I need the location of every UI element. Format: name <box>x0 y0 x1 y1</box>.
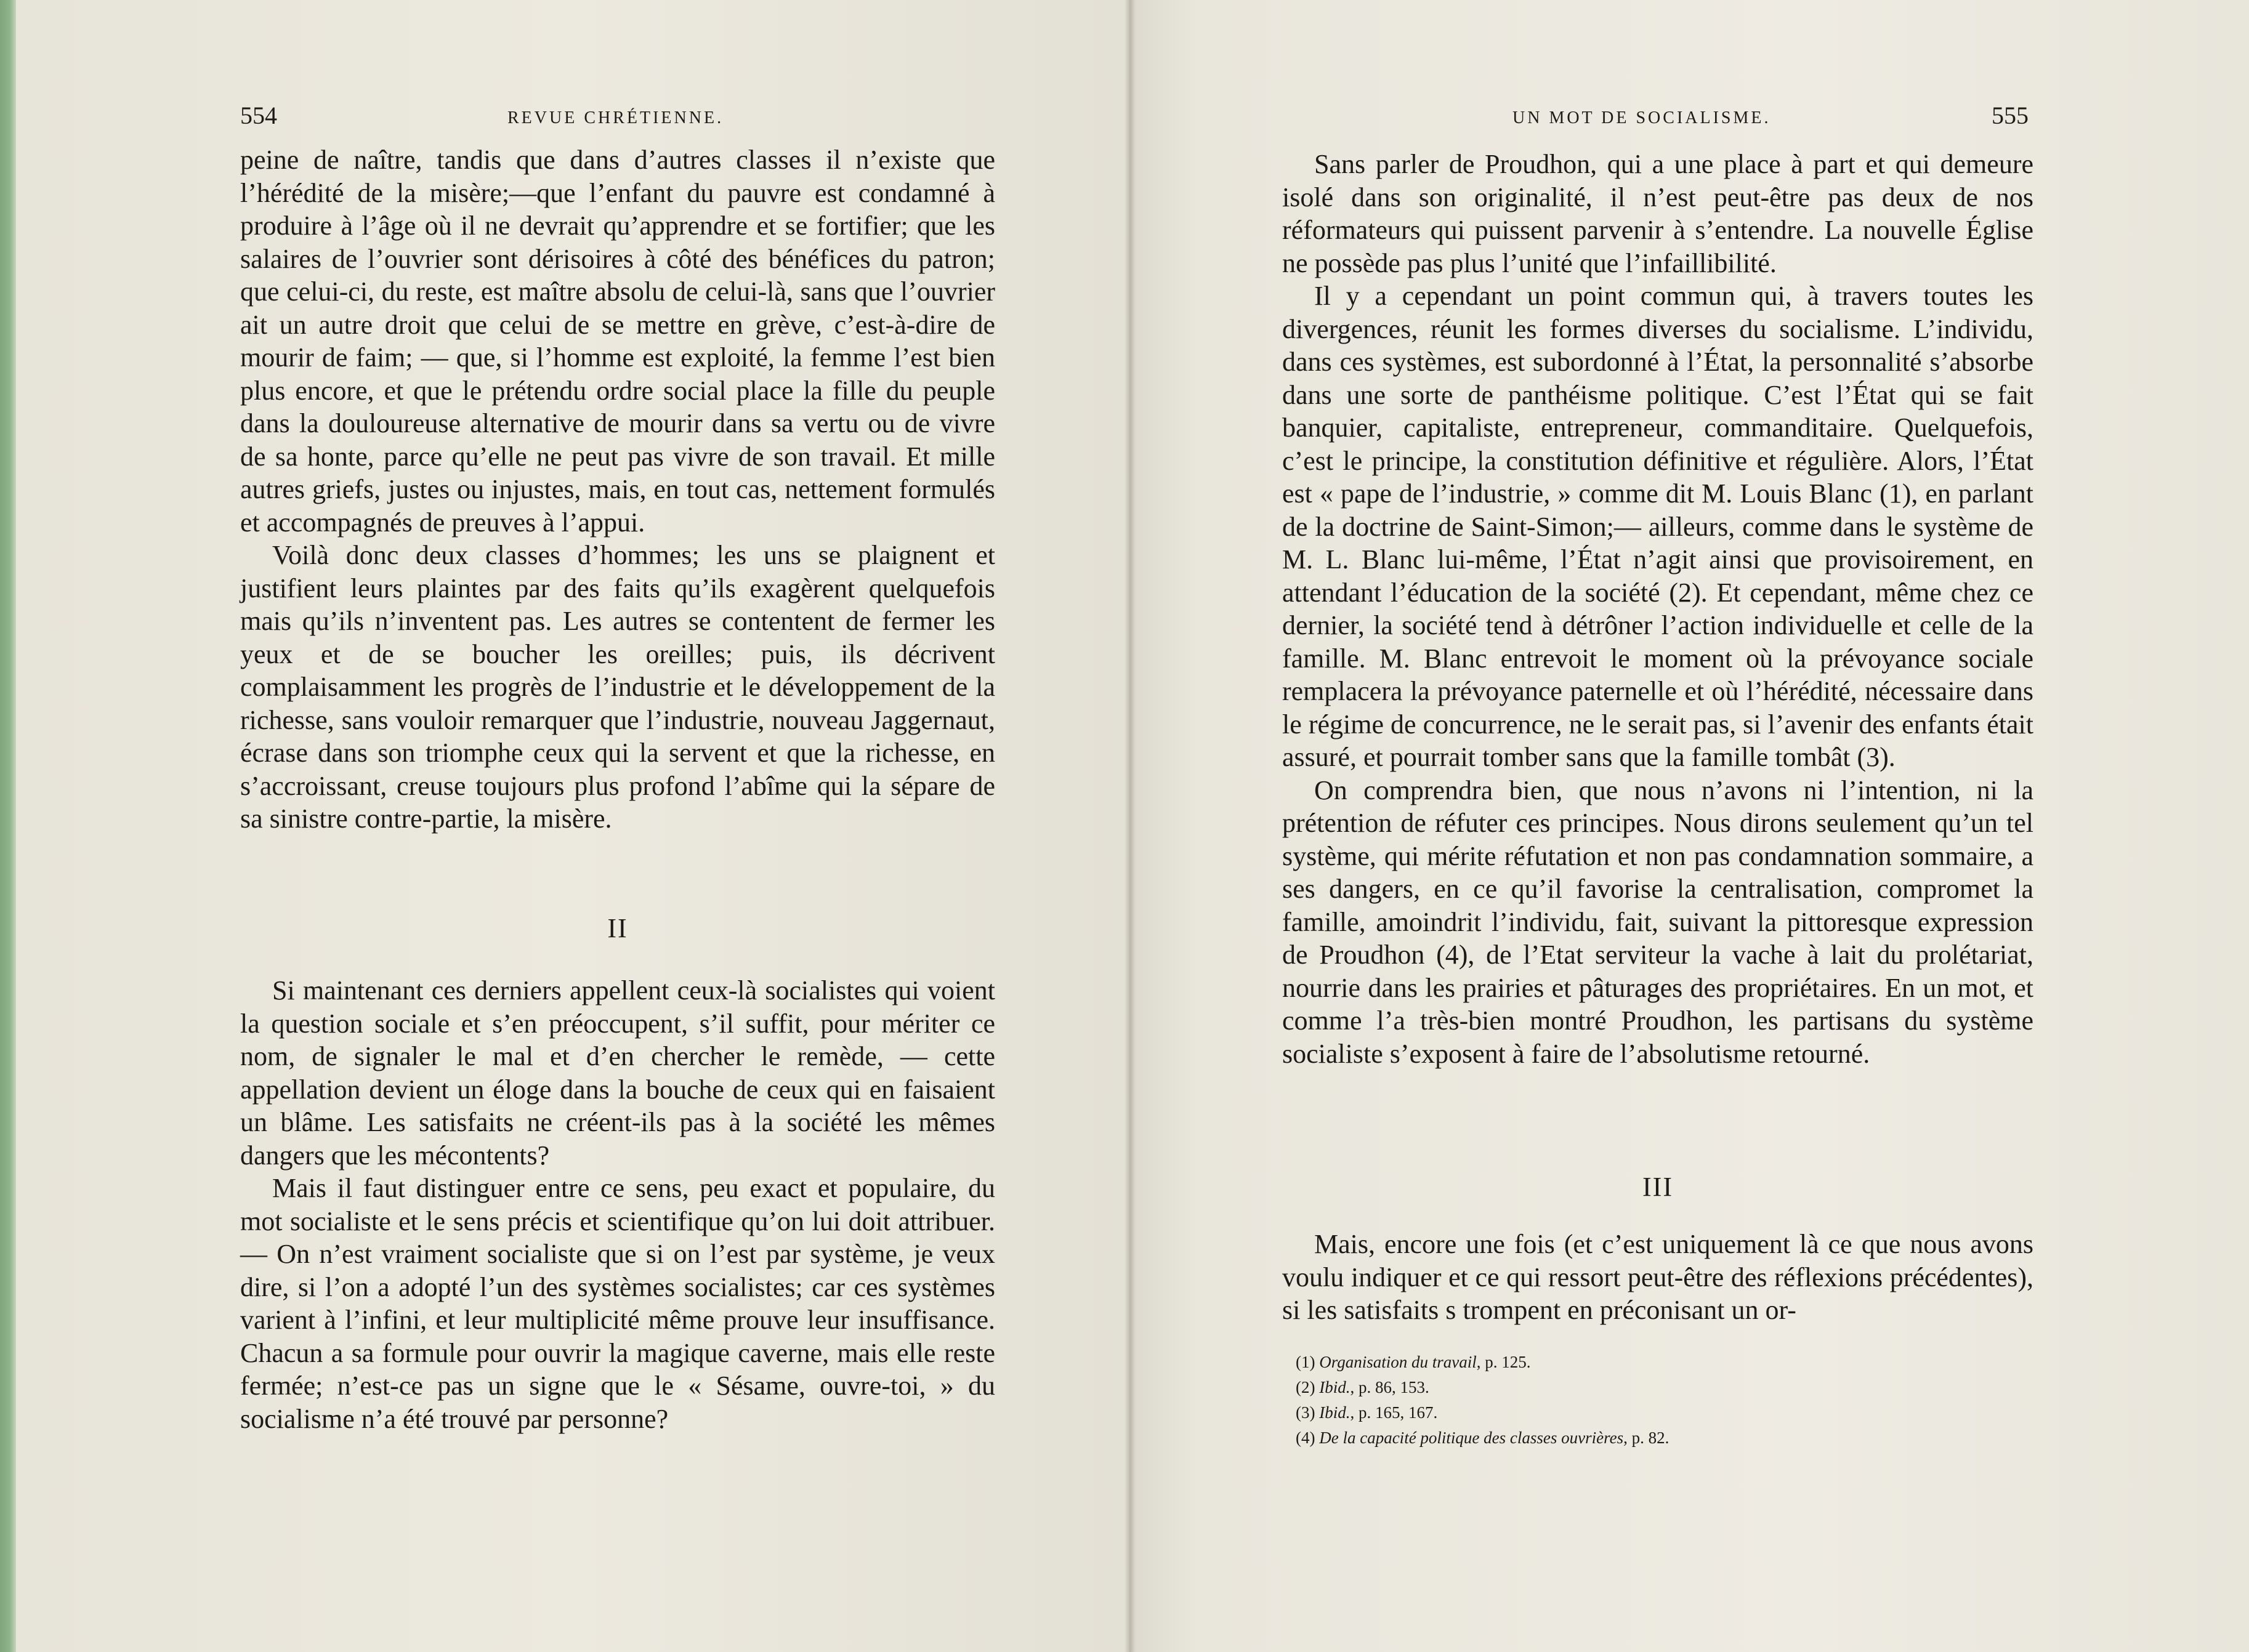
right-paragraph-4: Mais, encore une fois (et c’est uniquement là ce que nous avons voulu indiquer et ce qui ressort peut-être des réflexions précédentes), si les satisfaits s trompent en préconisant un or- <box>1282 1229 2033 1325</box>
left-paragraph-1: peine de naître, tandis que dans d’autres classes il n’existe que l’hérédité de la misère;—que l’enfant du pauvre est condamné à produire à l’âge où il ne devrait qu’apprendre et se fortifier; que les salaires de l’ouvrier sont dérisoires à côté des bénéfices du patron; que celui-ci, du reste, est maître absolu de celui-là, sans que l’ouvrier ait un autre droit que celui de se mettre en grève, c’est-à-dire de mourir de faim; — que, si l’homme est exploité, la femme l’est bien plus encore, et que le prétendu ordre social place la fille du peuple dans la douloureuse alternative de mourir dans sa vertu ou de vivre de sa honte, parce qu’elle ne peut pas vivre de son travail. Et mille autres griefs, justes ou injustes, mais, en tout cas, nettement formulés et accompagnés de preuves à l’appui. <box>240 145 995 538</box>
left-page-number: 554 <box>240 102 277 129</box>
footnote: (1) Organisation du travail, p. 125. <box>1296 1353 1531 1371</box>
right-paragraph-2: Il y a cependant un point commun qui, à travers toutes les divergences, réunit les formes diverses du socialisme. L’individu, dans ces systèmes, est subordonné à l’État, la personnalité s’absorbe dans une sorte de panthéisme politique. C’est l’État qui se fait banquier, capitaliste, entrepreneur, commanditaire. Quelquefois, c’est le principe, la constitution définitive et régulière. Alors, l’État est « pape de l’industrie, » comme dit M. Louis Blanc (1), en parlant de la doctrine de Saint-Simon;— ailleurs, comme dans le système de M. L. Blanc lui-même, l’État n’agit ainsi que provisoirement, en attendant l’éducation de la société (2). Et cependant, même chez ce dernier, la société tend à détrôner l’action individuelle et celle de la famille. M. Blanc entrevoit le moment où la prévoyance sociale remplacera la prévoyance paternelle et où l’hérédité, nécessaire dans le régime de concurrence, ne le serait pas, si l’avenir des enfants était assuré, et pourrait tomber sans que la famille tombât (3). <box>1282 281 2033 772</box>
left-page <box>16 0 1129 1652</box>
green-cover-edge <box>0 0 16 1652</box>
footnote: (3) Ibid., p. 165, 167. <box>1296 1403 1438 1422</box>
left-text-block-2 <box>240 974 995 1435</box>
left-paragraph-4: Mais il faut distinguer entre ce sens, peu exact et populaire, du mot socialiste et le sens précis et scientifique qu’on lui doit attribuer. — On n’est vraiment socialiste que si on l’est par système, je veux dire, si l’on a adopté l’un des systèmes socialistes; car ces systèmes varient à l’infini, et leur multiplicité même prouve leur insuffisance. Chacun a sa formule pour ouvrir la magique caverne, mais elle reste fermée; n’est-ce pas un signe que le « Sésame, ouvre-toi, » du socialisme n’a été trouvé par personne? <box>240 1173 995 1434</box>
right-section-number: III <box>1642 1172 1673 1202</box>
footnote: (2) Ibid., p. 86, 153. <box>1296 1378 1429 1396</box>
right-text-block-2 <box>1282 1228 2033 1327</box>
footnotes <box>1296 1350 2035 1451</box>
left-page-header <box>16 102 1129 142</box>
left-paragraph-2: Voilà donc deux classes d’hommes; les uns se plaignent et justifient leurs plaintes par des faits qu’ils exagèrent quelquefois mais qu’ils n’inventent pas. Les autres se contentent de fermer les yeux et de se boucher les oreilles; puis, ils décrivent complaisamment les progrès de l’industrie et le développement de la richesse, sans vouloir remarquer que l’industrie, nouveau Jaggernaut, écrase dans son triomphe ceux qui la servent et que la richesse, en s’accroissant, creuse toujours plus profond l’abîme qui la sépare de sa sinistre contre-partie, la misère. <box>240 540 995 834</box>
left-running-head: REVUE CHRÉTIENNE. <box>507 108 724 127</box>
footnote: (4) De la capacité politique des classes ouvrières, p. 82. <box>1296 1428 1670 1447</box>
right-page <box>1129 0 2249 1652</box>
right-page-number: 555 <box>1992 102 2029 129</box>
right-page-header <box>1129 102 2249 142</box>
left-text-block-1 <box>240 143 995 836</box>
left-paragraph-3: Si maintenant ces derniers appellent ceux-là socialistes qui voient la question sociale et s’en préoccupent, s’il suffit, pour mériter ce nom, de signaler le mal et d’en chercher le remède, — cette appellation devient un éloge dans la bouche de ceux qui en faisaient un blâme. Les satisfaits ne créent-ils pas à la société les mêmes dangers que les mécontents? <box>240 975 995 1171</box>
book-gutter <box>1124 0 1136 1652</box>
right-running-head: UN MOT DE SOCIALISME. <box>1512 108 1771 127</box>
right-paragraph-3: On comprendra bien, que nous n’avons ni l’intention, ni la prétention de réfuter ces principes. Nous dirons seulement qu’un tel système, qui mérite réfutation et non pas condamnation sommaire, a ses dangers, en ce qu’il favorise la centralisation, compromet la famille, amoindrit l’individu, fait, suivant la pittoresque expression de Proudhon (4), de l’Etat serviteur la vache à lait du prolétariat, nourrie dans les prairies et pâturages des propriétaires. En un mot, et comme l’a très-bien montré Proudhon, les partisans du système socialiste s’exposent à faire de l’absolutisme retourné. <box>1282 775 2033 1069</box>
right-paragraph-1: Sans parler de Proudhon, qui a une place à part et qui demeure isolé dans son originalité, il n’est peut-être pas deux de nos réformateurs qui puissent parvenir à s’entendre. La nouvelle Église ne possède pas plus l’unité que l’infaillibilité. <box>1282 149 2033 278</box>
right-text-block-1 <box>1282 148 2033 1070</box>
left-section-number: II <box>607 913 628 943</box>
